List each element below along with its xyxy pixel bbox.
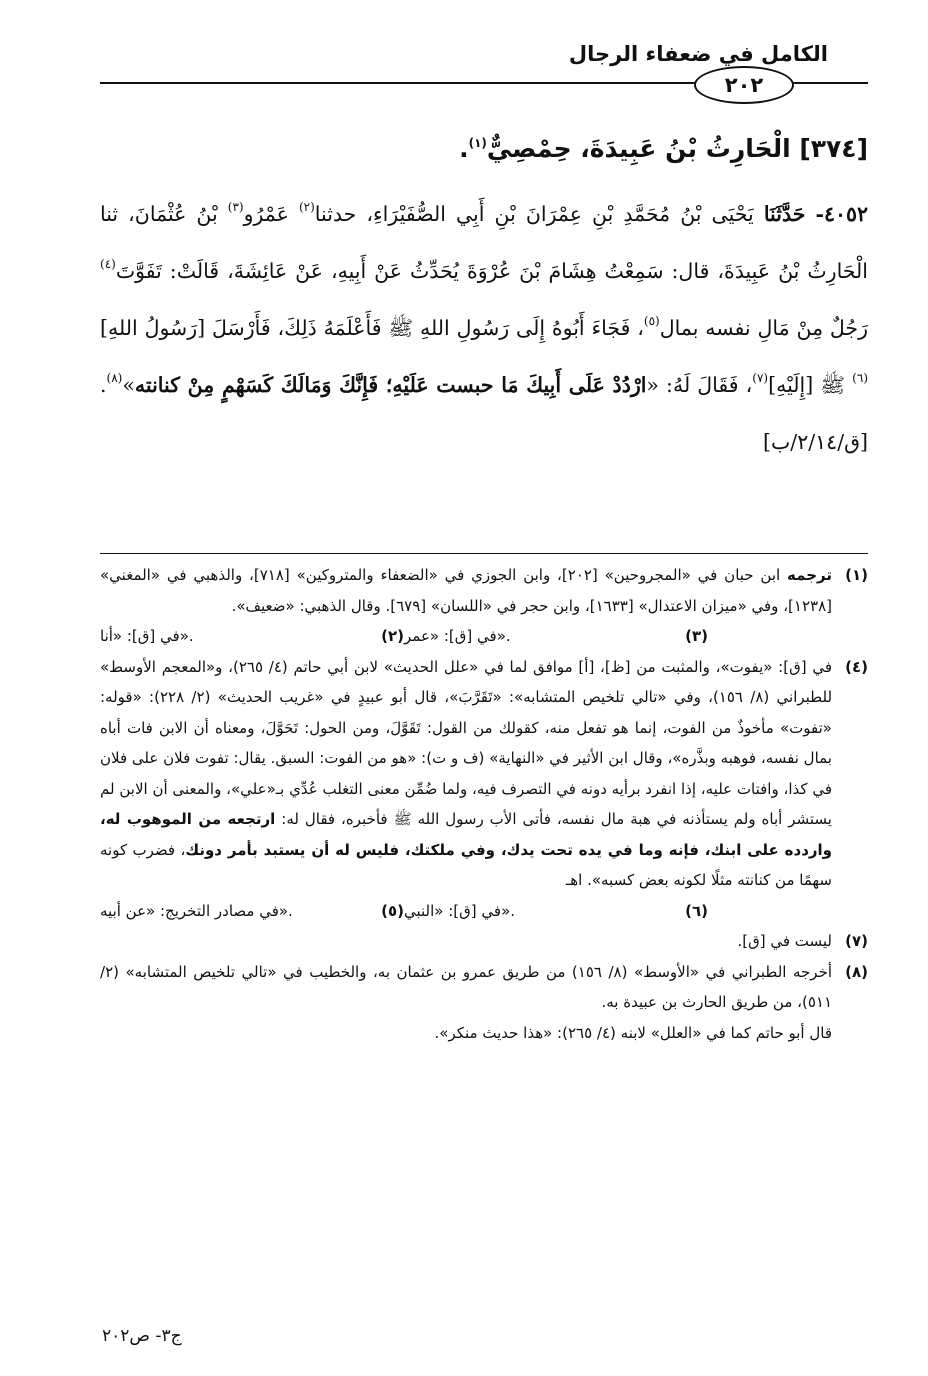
footnote-row-5-6 [100,896,868,927]
footnotes [100,560,868,1048]
footnote-8-text: أخرجه الطبراني في «الأوسط» (٨/ ١٥٦) من طريق عمرو بن عثمان به، والخطيب في «تالي تلخيص المتشابه» (٢/ ٥١١)، من طريق الحارث بن عبيدة به. [100,962,833,1011]
footnote-3 [404,621,708,652]
footnote-3-number: (٣) [685,627,708,645]
footnote-8-number: (٨) [845,962,868,981]
hadith-text-7: ، فَقَالَ لَهُ: « [646,373,753,397]
hadith-text-5: ، فَجَاءَ أَبُوهُ إِلَى رَسُولِ اللهِ ﷺ فَأَعْلَمَهُ ذَلِكَ، فَأَرْسَلَ [رَسُولُ اللهِ] [100,316,644,340]
entry-heading [100,127,868,171]
running-title: الكامل في ضعفاء الرجال [568,42,828,66]
hadith-number: ٤٠٥٢- [815,202,868,226]
footnote-separator [100,553,868,554]
entry-heading-text: [٣٧٤] الْحَارِثُ بْنُ عَبِيدَةَ، حِمْصِيٌّ [486,134,868,163]
footnote-4-number: (٤) [845,657,868,676]
footnote-ref-5: (٥) [643,314,660,328]
footnote-6-number: (٦) [685,901,708,920]
footnote-6-text: في [ق]: «النبي». [404,901,516,920]
volume-page-reference: ج٣- ص٢٠٢ [102,1326,182,1346]
footnote-2 [100,621,404,652]
footnote-5-number: (٥) [381,901,404,920]
footnote-ref-3: (٣) [227,200,244,214]
footnote-row-2-3 [100,621,868,652]
hadith-chain-1: يَحْيَى بْنُ مُحَمَّدِ بْنِ عِمْرَانَ بْنِ أَبِي الصُّفَيْرَاءِ، حدثنا [314,202,754,226]
footnote-1-text: ابن حبان في «المجروحين» [٢٠٢]، وابن الجوزي في «الضعفاء والمتروكين» [٧١٨]، والذهبي في «المغني» [١٢٣٨]، وفي «ميزان الاعتدال» [١٦٣٣]، وابن حجر في «اللسان» [٦٧٩]. وقال الذهبي: «ضعيف». [100,566,832,615]
hadith-prophetic-saying: ارْدُدْ عَلَى أَبِيكَ مَا حبست عَلَيْهِ؛ فَإِنَّكَ وَمَالَكَ كَسَهْمٍ مِنْ كنانته [134,373,647,397]
hadith-text-6: ﷺ [إِلَيْهِ] [768,373,846,397]
footnote-4-text-b: ، فضرب كونه سهمًا من كنانته مثلًا لكونه بعض كسبه». اهـ [100,840,832,889]
footnote-4 [100,652,868,896]
footnote-8-continuation: قال أبو حاتم كما في «العلل» لابنه (٤/ ٢٦٥): «هذا حديث منكر». [434,1023,832,1042]
footnote-5 [100,896,404,927]
page-number: ٢٠٢ [724,72,764,97]
manuscript-folio-ref: . [ق/٢/١٤/ب] [100,373,868,454]
page-number-badge [694,66,794,104]
footnote-ref-8: (٨) [106,371,123,385]
hadith-quote-close: » [122,373,135,397]
footnote-8 [100,957,868,1018]
hadith-paragraph [100,186,868,471]
footnote-ref-4: (٤) [100,257,116,271]
footnote-1-bold: ترجمه [787,566,832,584]
footnote-2-text: في [ق]: «أنا». [100,627,194,645]
footnote-ref-7: (٧) [752,371,769,385]
footnote-ref-6: (٦) [852,371,868,385]
hadith-text-4: رَجُلٌ مِنْ مَالِ نفسه بمال [659,316,869,340]
footnote-6 [404,896,708,927]
footnote-1 [100,560,868,621]
footnote-5-text: في مصادر التخريج: «عن أبيه». [100,901,293,920]
footnote-ref-2: (٢) [298,200,315,214]
footnote-7-text: ليست في [ق]. [737,932,832,950]
hadith-chain-3: بْنُ عُثْمَانَ، ثنا الْحَارِثُ بْنُ عَبِيدَةَ، قال: سَمِعْتُ هِشَامَ بْنَ عُرْوَةَ يُحَدِّثُ عَنْ أَبِيهِ، عَنْ عَائِشَةَ، قَالَتْ: تَفَوَّتَ [100,202,868,283]
footnote-7-number: (٧) [845,932,868,950]
footnote-7 [100,926,868,957]
hadith-chain-2: عَمْرُو [243,202,289,226]
footnote-4-text-a: في [ق]: «يفوت»، والمثبت من [ظ]، [أ] موافق لما في «علل الحديث» لابن أبي حاتم (٤/ ٢٦٥)، و«المعجم الأوسط» للطبراني (٨/ ١٥٦)، وفي «تالي تلخيص المتشابه»: «تَقَرَّبَ»، قال أبو عبيدٍ في «غريب الحديث» (٢/ ٢٢٨): «قوله: «تفوت» مأخوذٌ من الفوت، إنما هو تفعل منه، كقولك من القول: تَقَوَّلَ، ومن الحول: تَحَوَّلَ، ومعناه أن الابن فات أباه بمال نفسه، فوهبه وبذَّره»، وقال ابن الأثير في «النهاية» (ف و ت): «هو من الفوت: السبق. يقال: تفوت فلان على فلان في كذا، وافتات عليه، إذا انفرد برأيه دونه في التصرف فيه، ولما ضُمِّن معنى التغلب عُدِّي بـ«علي»، والمعنى أن الابن لم يستشر أباه ولم يستأذنه في هبة مال نفسه، فأتى الأب رسول الله ﷺ فأخبره، فقال له: [100,657,833,828]
footnote-1-number: (١) [845,566,868,584]
footnote-ref-1: (١) [468,136,487,150]
footnote-4-bold: ارتجعه من الموهوب له، واردده على ابنك، فإنه وما في يده تحت يدك، وفي ملكتك، فليس له أن يستبد بأمر دونك [100,810,832,859]
hadith-lead-word: حَدَّثَنَا [763,202,806,226]
entry-heading-end: . [459,134,469,163]
footnote-2-number: (٢) [381,627,404,645]
footnote-3-text: في [ق]: «عمر». [404,627,511,645]
